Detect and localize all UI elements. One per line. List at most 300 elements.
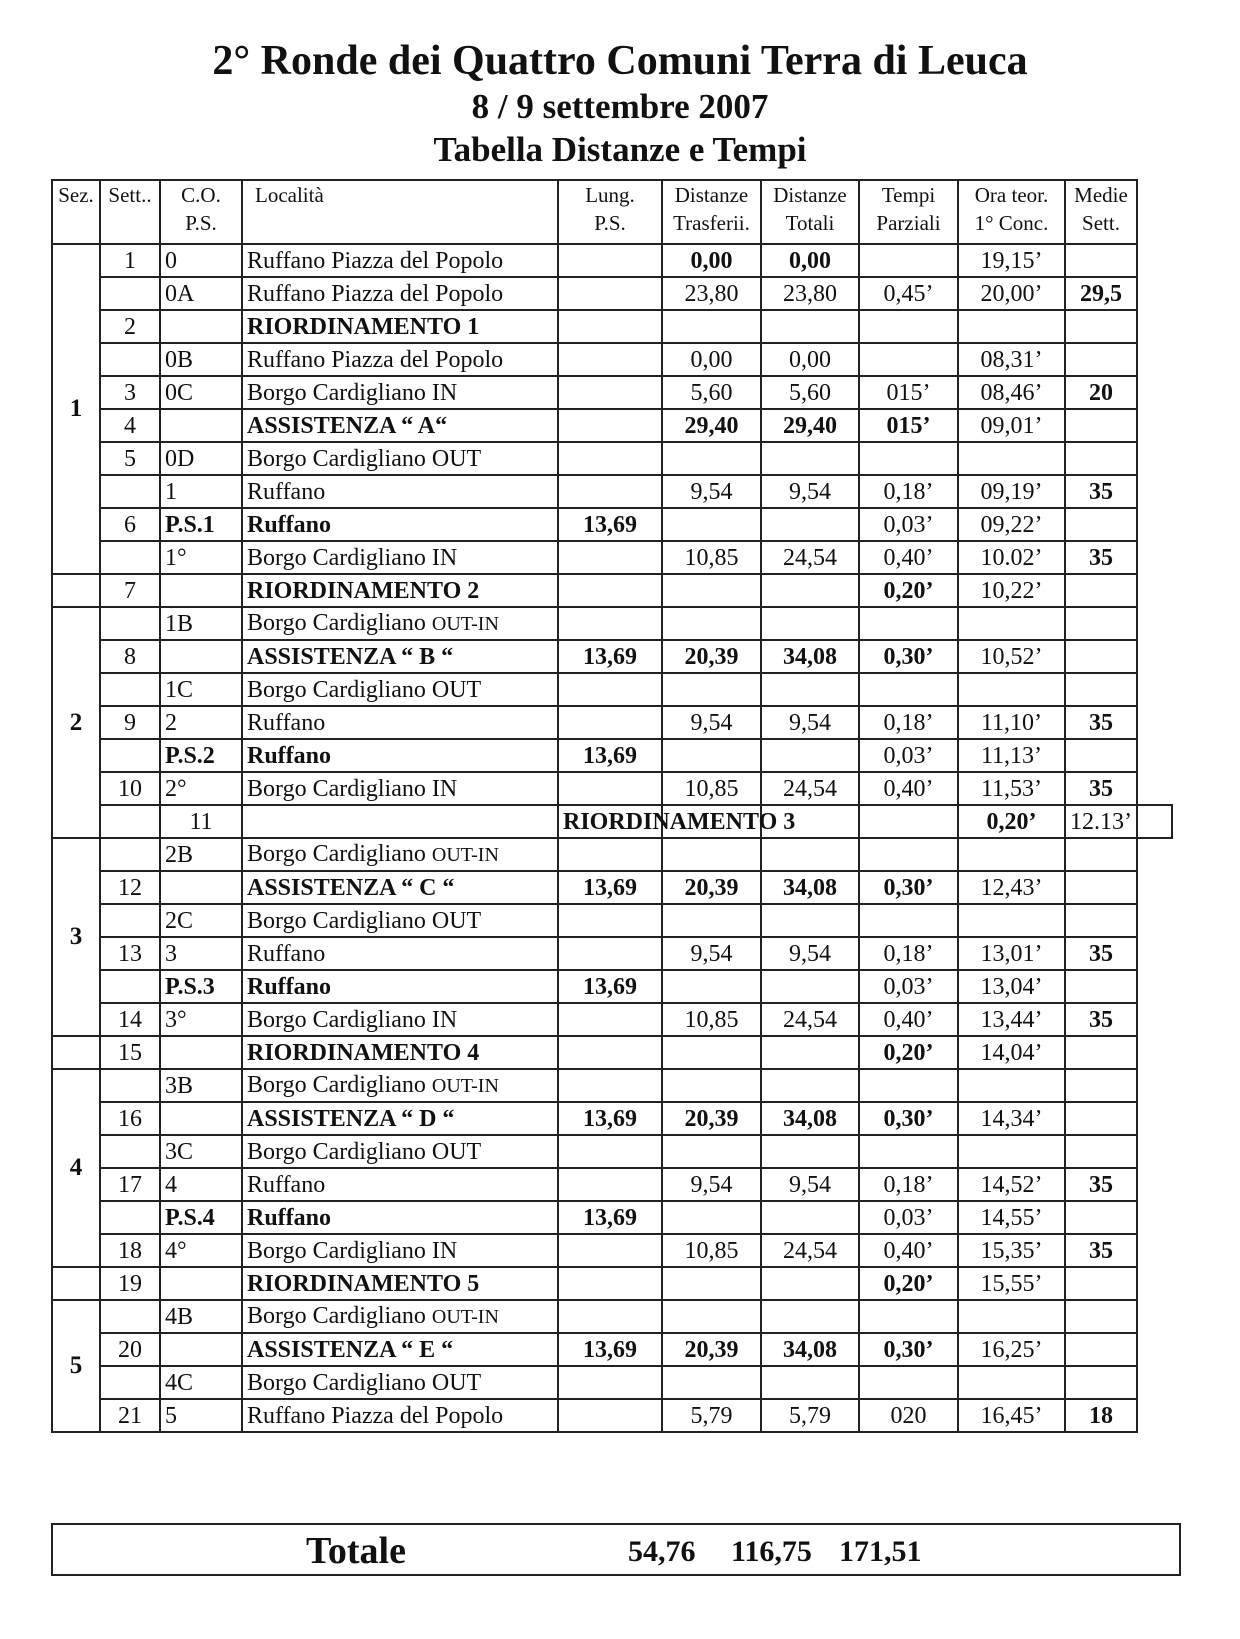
distanza-trasferimento-cell: 9,54 (662, 475, 761, 508)
document-date: 8 / 9 settembre 2007 (471, 87, 769, 126)
settore-cell: 4 (100, 409, 160, 442)
distanza-trasferimento-cell (662, 1267, 761, 1300)
localita-text: Ruffano (247, 742, 332, 769)
table-row (52, 640, 1172, 673)
localita-cell (242, 1036, 558, 1069)
localita-text: Ruffano (247, 478, 326, 505)
distanza-trasferimento-cell (662, 904, 761, 937)
distanza-totale-cell: 9,54 (761, 706, 859, 739)
co-cell: 1° (160, 541, 242, 574)
ora-teorica-cell: 10,52’ (958, 640, 1065, 673)
table-header-row (52, 180, 1172, 244)
settore-cell: 16 (100, 1102, 160, 1135)
media-cell (1065, 1069, 1137, 1102)
localita-text: Borgo Cardigliano OUT (247, 445, 482, 472)
ora-teorica-cell: 13,44’ (958, 1003, 1065, 1036)
table-row (52, 1234, 1172, 1267)
localita-cell (242, 739, 558, 772)
distanza-trasferimento-cell (662, 1036, 761, 1069)
ora-teorica-cell: 16,45’ (958, 1399, 1065, 1432)
header-localita: Località (242, 180, 558, 244)
distanza-totale-cell: 34,08 (761, 640, 859, 673)
media-cell (1065, 1267, 1137, 1300)
localita-cell (242, 508, 558, 541)
distanza-trasferimento-cell (662, 574, 761, 607)
co-cell: 2B (160, 838, 242, 871)
media-cell: 35 (1065, 706, 1137, 739)
co-cell (242, 805, 558, 838)
localita-text: ASSISTENZA “ A“ (247, 412, 448, 439)
localita-text: ASSISTENZA “ C “ (247, 874, 455, 901)
lunghezza-ps-cell (558, 409, 662, 442)
settore-cell: 17 (100, 1168, 160, 1201)
distanza-totale-cell: 9,54 (761, 937, 859, 970)
table-row (52, 1069, 1172, 1102)
localita-suffix: OUT-IN (431, 613, 499, 635)
localita-text: Borgo Cardigliano OUT (247, 1138, 482, 1165)
media-cell (1065, 1135, 1137, 1168)
co-cell: 0B (160, 343, 242, 376)
co-cell: 2° (160, 772, 242, 805)
localita-text: ASSISTENZA “ D “ (247, 1105, 455, 1132)
localita-text: RIORDINAMENTO 3 (563, 808, 796, 835)
localita-cell (242, 838, 558, 871)
settore-cell (100, 475, 160, 508)
localita-text: Borgo Cardigliano OUT (247, 907, 482, 934)
ora-teorica-cell (958, 904, 1065, 937)
media-cell (1065, 409, 1137, 442)
settore-cell: 2 (100, 310, 160, 343)
localita-cell (242, 1333, 558, 1366)
media-cell: 35 (1065, 1003, 1137, 1036)
lunghezza-ps-cell (558, 1267, 662, 1300)
section-number-empty (52, 1267, 100, 1300)
lunghezza-ps-cell (558, 607, 662, 640)
media-cell: 35 (1065, 541, 1137, 574)
ora-teorica-cell: 10,22’ (958, 574, 1065, 607)
localita-text: Borgo Cardigliano OUT (247, 676, 482, 703)
settore-cell: 8 (100, 640, 160, 673)
ora-teorica-cell: 09,19’ (958, 475, 1065, 508)
section-number: 4 (52, 1069, 100, 1267)
settore-cell (100, 277, 160, 310)
localita-cell (242, 970, 558, 1003)
lunghezza-ps-cell (558, 541, 662, 574)
lunghezza-ps-cell (558, 1135, 662, 1168)
header-medie: Medie Sett. (1065, 180, 1137, 244)
distanza-trasferimento-cell: 10,85 (662, 772, 761, 805)
tempo-parziale-cell: 0,18’ (859, 706, 958, 739)
lunghezza-ps-cell (558, 343, 662, 376)
table-row (52, 1267, 1172, 1300)
localita-text: Ruffano Piazza del Popolo (247, 247, 504, 274)
co-cell (160, 640, 242, 673)
table-row (52, 508, 1172, 541)
tempo-parziale-cell: 0,18’ (859, 937, 958, 970)
distanza-totale-cell: 23,80 (761, 277, 859, 310)
media-cell (1065, 871, 1137, 904)
tempo-parziale-cell (859, 607, 958, 640)
distanza-totale-cell (761, 310, 859, 343)
lunghezza-ps-cell (558, 244, 662, 277)
lunghezza-ps-cell: 13,69 (558, 970, 662, 1003)
lunghezza-ps-cell (558, 772, 662, 805)
table-row (52, 772, 1172, 805)
ora-teorica-cell (958, 607, 1065, 640)
co-cell (160, 1102, 242, 1135)
ora-teorica-cell: 14,04’ (958, 1036, 1065, 1069)
section-number-empty (52, 1036, 100, 1069)
table-row (52, 607, 1172, 640)
localita-text: RIORDINAMENTO 4 (247, 1039, 480, 1066)
co-cell: 0 (160, 244, 242, 277)
totale-label: Totale (306, 1530, 406, 1572)
settore-cell: 18 (100, 1234, 160, 1267)
lunghezza-ps-cell: 13,69 (558, 1102, 662, 1135)
table-row (52, 1399, 1172, 1432)
lunghezza-ps-cell (558, 442, 662, 475)
distanza-totale-cell: 24,54 (761, 1234, 859, 1267)
media-cell: 35 (1065, 937, 1137, 970)
co-cell: 1B (160, 607, 242, 640)
tempo-parziale-cell (859, 343, 958, 376)
media-cell (1137, 805, 1172, 838)
distanza-totale-cell (761, 904, 859, 937)
media-cell (1065, 1333, 1137, 1366)
table-row (52, 574, 1172, 607)
media-cell: 29,5 (1065, 277, 1137, 310)
lunghezza-ps-cell (558, 1399, 662, 1432)
ora-teorica-cell (958, 1069, 1065, 1102)
distanza-totale-cell (761, 442, 859, 475)
tempo-parziale-cell (859, 1366, 958, 1399)
title-block (0, 36, 1240, 172)
localita-text: ASSISTENZA “ B “ (247, 643, 454, 670)
co-cell: 3C (160, 1135, 242, 1168)
localita-cell (242, 376, 558, 409)
distanza-trasferimento-cell: 10,85 (662, 1003, 761, 1036)
localita-text: Ruffano (247, 511, 332, 538)
settore-cell: 19 (100, 1267, 160, 1300)
localita-text: Borgo Cardigliano IN (247, 1006, 458, 1033)
co-cell (160, 310, 242, 343)
totale-box (51, 1523, 1181, 1576)
distanza-totale-cell: 34,08 (761, 1333, 859, 1366)
distanza-totale-cell: 24,54 (761, 541, 859, 574)
distanza-trasferimento-cell (662, 1135, 761, 1168)
co-cell (160, 1267, 242, 1300)
localita-cell (242, 1003, 558, 1036)
co-cell (160, 1333, 242, 1366)
settore-cell: 15 (100, 1036, 160, 1069)
table-row (52, 937, 1172, 970)
table-row (52, 1003, 1172, 1036)
media-cell (1065, 904, 1137, 937)
totale-totali: 171,51 (839, 1535, 922, 1568)
document-title: 2° Ronde dei Quattro Comuni Terra di Leuca (212, 38, 1028, 84)
localita-cell (242, 673, 558, 706)
header-co: C.O. P.S. (160, 180, 242, 244)
tempo-parziale-cell (859, 838, 958, 871)
distanza-totale-cell (761, 673, 859, 706)
localita-cell (242, 1201, 558, 1234)
table-row (52, 871, 1172, 904)
media-cell (1065, 508, 1137, 541)
table-row (52, 1036, 1172, 1069)
settore-cell: 7 (100, 574, 160, 607)
media-cell: 35 (1065, 1168, 1137, 1201)
distanza-totale-cell (761, 1300, 859, 1333)
tempo-parziale-cell: 020 (859, 1399, 958, 1432)
media-cell (1065, 673, 1137, 706)
header-lung: Lung. P.S. (558, 180, 662, 244)
settore-cell: 12 (100, 871, 160, 904)
distanza-totale-cell (859, 805, 958, 838)
lunghezza-ps-cell (558, 904, 662, 937)
settore-cell (100, 970, 160, 1003)
settore-cell (100, 541, 160, 574)
localita-cell (242, 1234, 558, 1267)
tempo-parziale-cell: 015’ (859, 376, 958, 409)
section-number-empty (100, 805, 160, 838)
table-row (52, 442, 1172, 475)
media-cell (1065, 838, 1137, 871)
distanza-trasferimento-cell: 9,54 (662, 706, 761, 739)
co-cell: 3° (160, 1003, 242, 1036)
co-cell: 0D (160, 442, 242, 475)
localita-text: Borgo Cardigliano (247, 841, 432, 867)
table-row (52, 739, 1172, 772)
co-cell: P.S.1 (160, 508, 242, 541)
tempo-parziale-cell (859, 673, 958, 706)
localita-text: Borgo Cardigliano OUT (247, 1369, 482, 1396)
header-distanze-totali: Distanze Totali (761, 180, 859, 244)
lunghezza-ps-cell: 13,69 (558, 1333, 662, 1366)
media-cell (1065, 607, 1137, 640)
localita-cell (242, 640, 558, 673)
lunghezza-ps-cell: 13,69 (558, 739, 662, 772)
ora-teorica-cell: 16,25’ (958, 1333, 1065, 1366)
settore-cell: 6 (100, 508, 160, 541)
tempo-parziale-cell: 0,03’ (859, 1201, 958, 1234)
distanza-trasferimento-cell (662, 739, 761, 772)
ora-teorica-cell: 10.02’ (958, 541, 1065, 574)
table-row (52, 1102, 1172, 1135)
localita-text: Ruffano (247, 1171, 326, 1198)
ora-teorica-cell: 20,00’ (958, 277, 1065, 310)
settore-cell (100, 1069, 160, 1102)
distanza-totale-cell: 5,60 (761, 376, 859, 409)
media-cell (1065, 244, 1137, 277)
tempo-parziale-cell: 0,03’ (859, 739, 958, 772)
distanza-totale-cell (761, 1267, 859, 1300)
media-cell: 35 (1065, 1234, 1137, 1267)
localita-text: RIORDINAMENTO 2 (247, 577, 480, 604)
tempo-parziale-cell: 015’ (859, 409, 958, 442)
table-row (52, 277, 1172, 310)
localita-cell (242, 310, 558, 343)
media-cell (1065, 1366, 1137, 1399)
localita-cell (242, 1102, 558, 1135)
distanza-trasferimento-cell: 10,85 (662, 1234, 761, 1267)
table-row (52, 475, 1172, 508)
distanza-trasferimento-cell: 5,79 (662, 1399, 761, 1432)
distanza-trasferimento-cell: 9,54 (662, 1168, 761, 1201)
ora-teorica-cell: 11,13’ (958, 739, 1065, 772)
localita-text: Borgo Cardigliano (247, 610, 432, 636)
distanza-totale-cell: 5,79 (761, 1399, 859, 1432)
distanza-totale-cell: 0,00 (761, 343, 859, 376)
co-cell: P.S.2 (160, 739, 242, 772)
table-row (52, 805, 1172, 838)
localita-cell (242, 706, 558, 739)
ora-teorica-cell: 14,55’ (958, 1201, 1065, 1234)
localita-cell (242, 607, 558, 640)
localita-text: RIORDINAMENTO 1 (247, 313, 480, 340)
table-row (52, 541, 1172, 574)
lunghezza-ps-cell (558, 1069, 662, 1102)
localita-text: Borgo Cardigliano IN (247, 379, 458, 406)
tempo-parziale-cell: 0,20’ (859, 574, 958, 607)
table-row (52, 409, 1172, 442)
localita-cell (242, 1069, 558, 1102)
ora-teorica-cell: 12,43’ (958, 871, 1065, 904)
distanza-totale-cell: 9,54 (761, 1168, 859, 1201)
lunghezza-ps-cell (558, 1036, 662, 1069)
media-cell: 35 (1065, 772, 1137, 805)
tempo-parziale-cell: 0,03’ (859, 970, 958, 1003)
distanza-totale-cell (761, 607, 859, 640)
co-cell: 5 (160, 1399, 242, 1432)
lunghezza-ps-cell (558, 277, 662, 310)
settore-cell: 1 (100, 244, 160, 277)
localita-cell (242, 871, 558, 904)
localita-cell (242, 1399, 558, 1432)
co-cell (160, 1036, 242, 1069)
lunghezza-ps-cell: 13,69 (558, 1201, 662, 1234)
distanza-trasferimento-cell: 9,54 (662, 937, 761, 970)
settore-cell (100, 1135, 160, 1168)
totale-lung: 54,76 (628, 1535, 696, 1568)
header-tempi-parziali: Tempi Parziali (859, 180, 958, 244)
distanza-totale-cell: 24,54 (761, 1003, 859, 1036)
distanza-trasferimento-cell: 10,85 (662, 541, 761, 574)
media-cell (1065, 1300, 1137, 1333)
lunghezza-ps-cell: 13,69 (558, 871, 662, 904)
table-row (52, 838, 1172, 871)
co-cell: 4° (160, 1234, 242, 1267)
header-sett: Sett.. (100, 180, 160, 244)
ora-teorica-cell (958, 1135, 1065, 1168)
localita-text: ASSISTENZA “ E “ (247, 1336, 454, 1363)
localita-cell (242, 1267, 558, 1300)
ora-teorica-cell: 19,15’ (958, 244, 1065, 277)
settore-cell (100, 1366, 160, 1399)
settore-cell (100, 838, 160, 871)
co-cell: P.S.4 (160, 1201, 242, 1234)
table-row (52, 706, 1172, 739)
distanza-totale-cell (761, 508, 859, 541)
localita-text: Borgo Cardigliano IN (247, 775, 458, 802)
settore-cell (100, 1201, 160, 1234)
media-cell: 18 (1065, 1399, 1137, 1432)
media-cell (1065, 310, 1137, 343)
localita-text: Ruffano Piazza del Popolo (247, 280, 504, 307)
ora-teorica-cell (958, 310, 1065, 343)
localita-cell (242, 1300, 558, 1333)
co-cell: 4C (160, 1366, 242, 1399)
tempo-parziale-cell: 0,30’ (859, 1102, 958, 1135)
tempo-parziale-cell: 0,18’ (859, 1168, 958, 1201)
tempo-parziale-cell: 0,40’ (859, 541, 958, 574)
header-ora-teorica: Ora teor. 1° Conc. (958, 180, 1065, 244)
lunghezza-ps-cell (558, 1234, 662, 1267)
ora-teorica-cell: 08,46’ (958, 376, 1065, 409)
distanza-trasferimento-cell (662, 970, 761, 1003)
localita-cell (242, 574, 558, 607)
settore-cell: 11 (160, 805, 242, 838)
co-cell: 0A (160, 277, 242, 310)
localita-cell (242, 1366, 558, 1399)
co-cell: 0C (160, 376, 242, 409)
distanza-trasferimento-cell: 20,39 (662, 640, 761, 673)
ora-teorica-cell (958, 673, 1065, 706)
tempo-parziale-cell: 0,30’ (859, 640, 958, 673)
localita-cell (242, 937, 558, 970)
distanza-trasferimento-cell: 20,39 (662, 1333, 761, 1366)
settore-cell: 10 (100, 772, 160, 805)
distanza-trasferimento-cell (662, 838, 761, 871)
table-row (52, 1168, 1172, 1201)
localita-cell (242, 475, 558, 508)
distanza-totale-cell (761, 1201, 859, 1234)
tempo-parziale-cell (859, 310, 958, 343)
settore-cell (100, 673, 160, 706)
localita-cell (242, 1135, 558, 1168)
distanza-trasferimento-cell: 5,60 (662, 376, 761, 409)
distanza-totale-cell (761, 1135, 859, 1168)
ora-teorica-cell: 15,35’ (958, 1234, 1065, 1267)
settore-cell: 21 (100, 1399, 160, 1432)
distanza-trasferimento-cell: 0,00 (662, 343, 761, 376)
tempo-parziale-cell: 0,45’ (859, 277, 958, 310)
media-cell: 20 (1065, 376, 1137, 409)
distanza-totale-cell (761, 1036, 859, 1069)
localita-cell (242, 442, 558, 475)
table-row (52, 343, 1172, 376)
table-row (52, 1366, 1172, 1399)
table-row (52, 1333, 1172, 1366)
distanza-trasferimento-cell (662, 673, 761, 706)
lunghezza-ps-cell (558, 1168, 662, 1201)
lunghezza-ps-cell (558, 1003, 662, 1036)
co-cell: 4 (160, 1168, 242, 1201)
localita-text: Borgo Cardigliano (247, 1303, 432, 1329)
localita-text: Ruffano (247, 973, 332, 1000)
media-cell (1065, 574, 1137, 607)
media-cell (1065, 1201, 1137, 1234)
tempo-parziale-cell: 0,40’ (859, 1003, 958, 1036)
lunghezza-ps-cell (558, 574, 662, 607)
media-cell (1065, 442, 1137, 475)
ora-teorica-cell: 14,52’ (958, 1168, 1065, 1201)
distanza-trasferimento-cell (662, 310, 761, 343)
lunghezza-ps-cell (558, 1300, 662, 1333)
settore-cell: 5 (100, 442, 160, 475)
settore-cell (100, 904, 160, 937)
ora-teorica-cell: 11,53’ (958, 772, 1065, 805)
distances-times-table (51, 179, 1173, 1433)
